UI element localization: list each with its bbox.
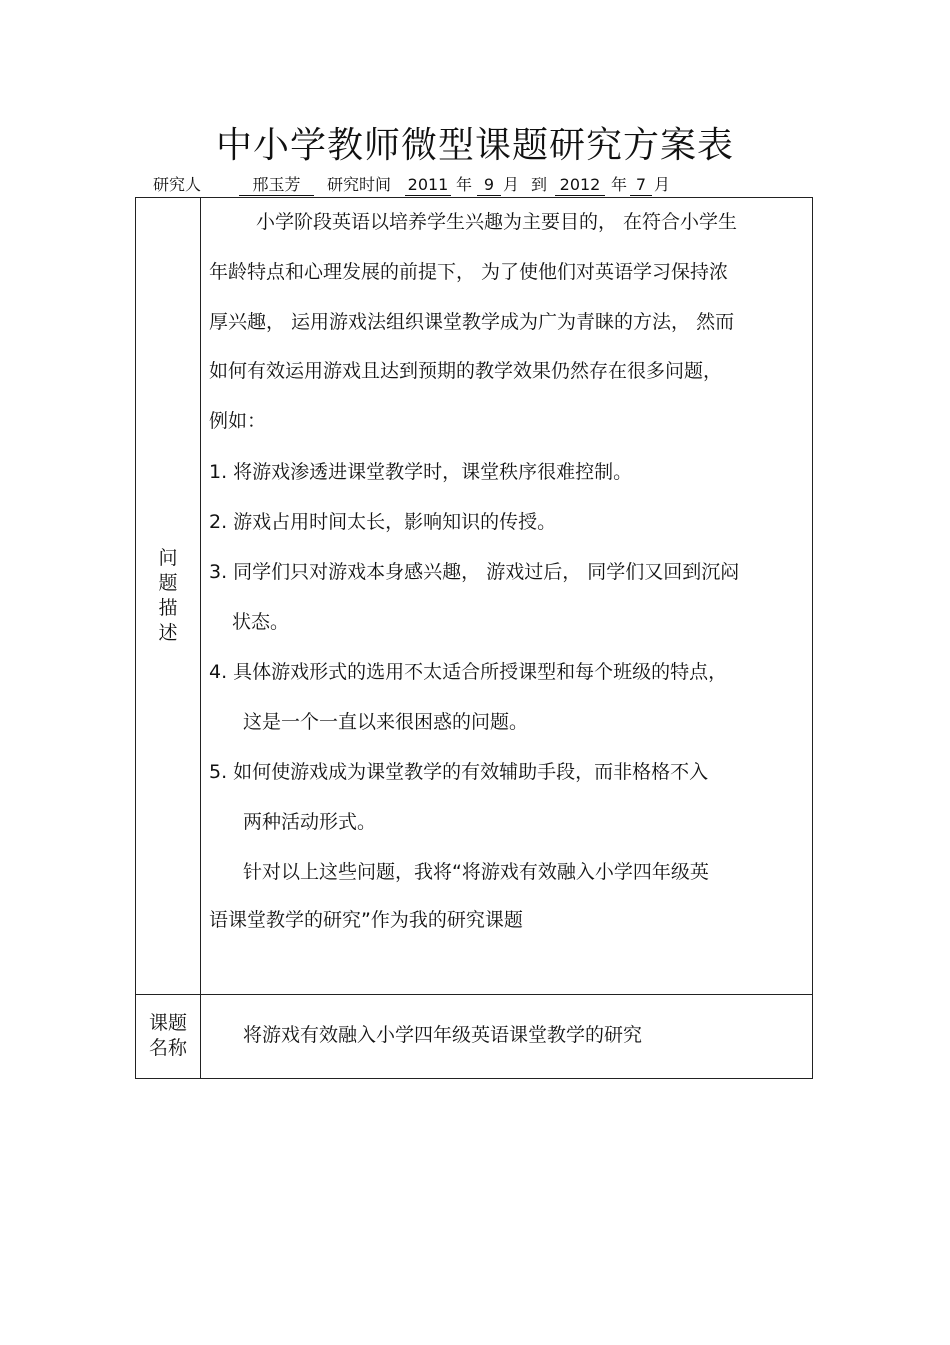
research-plan-table: [135, 197, 813, 1079]
topic-name-value: 将游戏有效融入小学四年级英语课堂教学的研究: [243, 1024, 643, 1046]
problem-label-char: 问: [158, 547, 178, 569]
start-month: 9: [477, 175, 501, 196]
end-month: 7: [630, 175, 652, 196]
month-char-start: 月: [503, 175, 520, 194]
problem-description-label: [136, 546, 200, 646]
problem-label-char: 述: [158, 622, 178, 644]
problem-line: 如何有效运用游戏且达到预期的教学效果仍然存在很多问题，: [209, 360, 723, 382]
problem-line: 1. 将游戏渗透进课堂教学时，课堂秩序很难控制。: [209, 461, 633, 483]
problem-line: 针对以上这些问题，我将“将游戏有效融入小学四年级英: [243, 861, 709, 883]
year-char-start: 年: [456, 175, 473, 194]
problem-line: 这是一个一直以来很困惑的问题。: [243, 711, 529, 733]
topic-name-label: [136, 1011, 200, 1061]
problem-line: 语课堂教学的研究”作为我的研究课题: [209, 909, 523, 931]
researcher-label: 研究人: [153, 175, 202, 194]
month-char-end: 月: [654, 175, 671, 194]
topic-label-cell: [136, 994, 201, 1078]
problem-line: 3. 同学们只对游戏本身感兴趣， 游戏过后， 同学们又回到沉闷: [209, 561, 740, 583]
problem-line: 两种活动形式。: [243, 811, 377, 833]
problem-line: 厚兴趣， 运用游戏法组织课堂教学成为广为青睐的方法， 然而: [209, 311, 735, 333]
problem-line: 小学阶段英语以培养学生兴趣为主要目的， 在符合小学生: [256, 211, 738, 233]
topic-label-line: 课题: [148, 1012, 187, 1034]
page-title: 中小学教师微型课题研究方案表: [215, 125, 734, 166]
problem-line: 2. 游戏占用时间太长，影响知识的传授。: [209, 511, 557, 533]
problem-line: 4. 具体游戏形式的选用不太适合所授课型和每个班级的特点，: [209, 661, 728, 683]
problem-line: 状态。: [232, 611, 290, 633]
end-year: 2012: [555, 175, 605, 196]
start-year: 2011: [405, 175, 451, 196]
topic-label-line: 名称: [148, 1037, 187, 1059]
problem-line: 5. 如何使游戏成为课堂教学的有效辅助手段，而非格格不入: [209, 761, 709, 783]
research-time-label: 研究时间: [327, 175, 392, 194]
problem-label-char: 题: [158, 572, 178, 594]
year-char-end: 年: [611, 175, 628, 194]
problem-label-cell: [136, 198, 201, 994]
researcher-name: 邢玉芳: [239, 175, 314, 196]
problem-line: 年龄特点和心理发展的前提下， 为了使他们对英语学习保持浓: [209, 261, 729, 283]
row-divider: [136, 994, 812, 995]
problem-line: 例如：: [209, 410, 267, 432]
problem-label-char: 描: [158, 597, 178, 619]
to-label: 到: [531, 175, 548, 194]
